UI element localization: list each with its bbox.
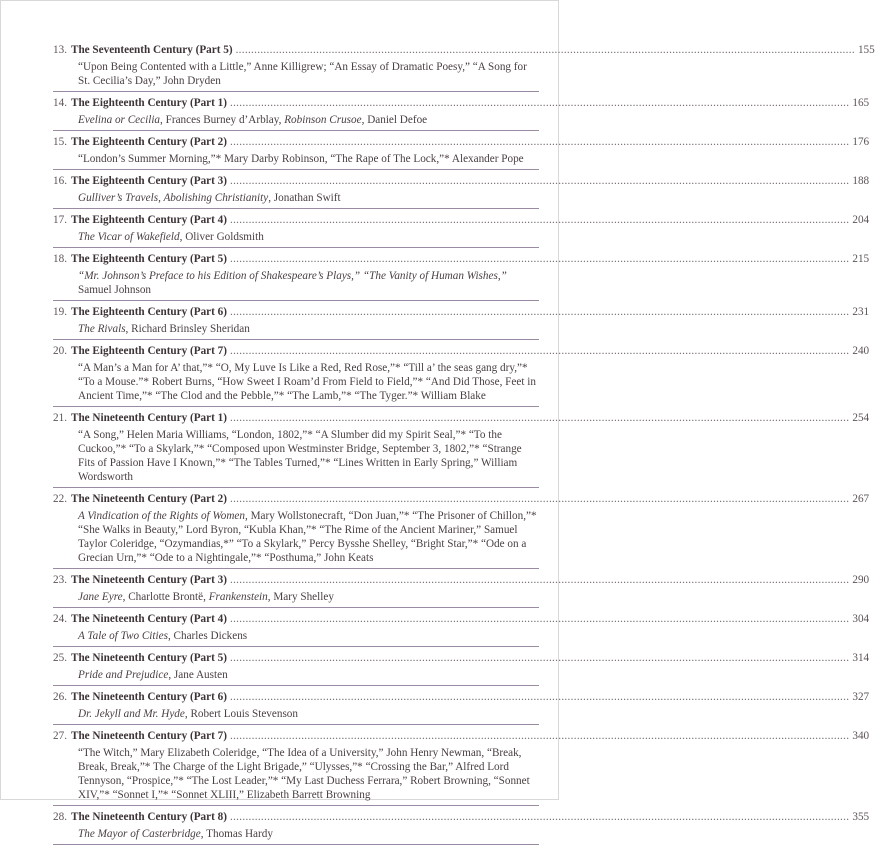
- reading-text: , Richard Brinsley Sheridan: [125, 323, 250, 335]
- toc-entry-heading: [53, 729, 870, 743]
- page-number: 188: [852, 175, 870, 187]
- chapter-readings: [53, 60, 539, 88]
- reading-text: Samuel Johnson: [78, 284, 152, 296]
- toc-entry-heading: [53, 411, 870, 425]
- chapter-number: 27.: [53, 730, 67, 742]
- toc-entry: [53, 39, 875, 92]
- toc-entry-heading: [53, 135, 870, 149]
- page-number: 327: [852, 691, 870, 703]
- toc-entry-heading: [53, 651, 870, 665]
- dot-leader: ........................................................................................................................................................................................................: [229, 574, 850, 586]
- chapter-number: 20.: [53, 345, 67, 357]
- chapter-title: The Nineteenth Century (Part 1): [70, 412, 227, 424]
- toc-entry: [53, 647, 870, 686]
- toc-entry: [53, 488, 870, 569]
- chapter-readings: [53, 590, 539, 604]
- work-title-italic: Dr. Jekyll and Mr. Hyde: [78, 708, 185, 720]
- reading-text: , Charles Dickens: [167, 630, 248, 642]
- chapter-title: The Nineteenth Century (Part 2): [70, 493, 227, 505]
- reading-text: , Jane Austen: [168, 669, 228, 681]
- toc-entry-heading: [53, 612, 870, 626]
- toc-entry: [53, 407, 870, 488]
- toc-entry-heading: [53, 690, 870, 704]
- chapter-number: 13.: [53, 44, 67, 56]
- chapter-readings: [53, 509, 539, 565]
- page-number: 290: [852, 574, 870, 586]
- page-number: 231: [852, 306, 870, 318]
- chapter-readings: [53, 152, 539, 166]
- toc-entry-heading: [53, 573, 870, 587]
- chapter-readings: [53, 322, 539, 336]
- page-number: 215: [852, 253, 870, 265]
- toc-entry-heading: [53, 810, 870, 824]
- dot-leader: ........................................................................................................................................................................................................: [229, 691, 850, 703]
- chapter-title: The Eighteenth Century (Part 7): [70, 345, 227, 357]
- page-number: 240: [852, 345, 870, 357]
- toc-entry-heading: [53, 252, 870, 266]
- work-title-italic: “Mr. Johnson’s Preface to his Edition of Shakespeare’s Plays,” “The Vanity of Human Wishes,”: [78, 270, 507, 282]
- toc-entry: [53, 725, 870, 806]
- reading-text: “The Witch,” Mary Elizabeth Coleridge, “The Idea of a University,” John Henry Newman, “Break, Break, Break,”* The Charge of the Light Brigade,” “Ulysses,”* “Crossing the Bar,” Alfred Lord Tennyson, “Prospice,”* “The Lost Leader,”* “My Last Duchess Ferrara,” Robert Browning, “Sonnet XIV,”* “Sonnet I,”* “Sonnet XLIII,” Elizabeth Barrett Browning: [78, 747, 530, 801]
- chapter-number: 18.: [53, 253, 67, 265]
- chapter-title: The Nineteenth Century (Part 7): [70, 730, 227, 742]
- chapter-number: 23.: [53, 574, 67, 586]
- chapter-readings: [53, 668, 539, 682]
- toc-entry: [53, 209, 870, 248]
- dot-leader: ........................................................................................................................................................................................................: [229, 97, 850, 109]
- page-number: 304: [852, 613, 870, 625]
- chapter-number: 15.: [53, 136, 67, 148]
- toc-entry: [53, 301, 870, 340]
- chapter-title: The Nineteenth Century (Part 6): [70, 691, 227, 703]
- toc-entry-heading: [53, 43, 875, 57]
- dot-leader: ........................................................................................................................................................................................................: [229, 214, 850, 226]
- dot-leader: ........................................................................................................................................................................................................: [229, 613, 850, 625]
- reading-text: “London’s Summer Morning,”* Mary Darby Robinson, “The Rape of The Lock,”* Alexander Pope: [78, 153, 524, 165]
- chapter-readings: [53, 707, 539, 721]
- chapter-number: 14.: [53, 97, 67, 109]
- reading-text: , Frances Burney d’Arblay,: [160, 114, 285, 126]
- chapter-title: The Eighteenth Century (Part 2): [70, 136, 227, 148]
- chapter-number: 25.: [53, 652, 67, 664]
- page-number: 355: [852, 811, 870, 823]
- toc-entry: [53, 340, 870, 407]
- toc-entry: [53, 569, 870, 608]
- chapter-title: The Eighteenth Century (Part 6): [70, 306, 227, 318]
- work-title-italic: A Tale of Two Cities: [78, 630, 168, 642]
- work-title-italic: Evelina or Cecilia: [78, 114, 161, 126]
- chapter-number: 16.: [53, 175, 67, 187]
- page-number: 204: [852, 214, 870, 226]
- page-number: 267: [852, 493, 870, 505]
- chapter-title: The Nineteenth Century (Part 4): [70, 613, 227, 625]
- work-title-italic: The Vicar of Wakefield: [78, 231, 180, 243]
- chapter-readings: [53, 361, 539, 403]
- dot-leader: ........................................................................................................................................................................................................: [229, 253, 850, 265]
- chapter-number: 17.: [53, 214, 67, 226]
- chapter-readings: [53, 827, 539, 841]
- reading-text: “Upon Being Contented with a Little,” Anne Killigrew; “An Essay of Dramatic Poesy,” “A Song for St. Cecilia’s Day,” John Dryden: [78, 61, 527, 87]
- work-title-italic: The Mayor of Casterbridge: [78, 828, 201, 840]
- reading-text: “A Man’s a Man for A’ that,”* “O, My Luve Is Like a Red, Red Rose,”* “Till a’ the seas gang dry,”* “To a Mouse.”* Robert Burns, “How Sweet I Roam’d From Field to Field,”* “And Did Those, Feet in Ancient Time,”* “The Clod and the Pebble,”* “The Lamb,”* “The Tyger.”* William Blake: [78, 362, 536, 402]
- reading-text: , Oliver Goldsmith: [179, 231, 264, 243]
- work-title-italic: Frankenstein: [208, 591, 268, 603]
- page-number: 165: [852, 97, 870, 109]
- work-title-italic: Jane Eyre: [78, 591, 123, 603]
- toc-entry-heading: [53, 344, 870, 358]
- toc-entry-heading: [53, 96, 870, 110]
- toc-entry-heading: [53, 305, 870, 319]
- toc-entry-heading: [53, 174, 870, 188]
- chapter-number: 22.: [53, 493, 67, 505]
- chapter-title: The Seventeenth Century (Part 5): [70, 44, 233, 56]
- work-title-italic: Robinson Crusoe: [284, 114, 362, 126]
- chapter-readings: [53, 428, 539, 484]
- reading-text: , Charlotte Brontë,: [122, 591, 209, 603]
- reading-text: “A Song,” Helen Maria Williams, “London, 1802,”* “A Slumber did my Spirit Seal,”* “To the Cuckoo,”* “To a Skylark,”* “Composed upon Westminster Bridge, September 3, 1802,”* “Strange Fits of Passion Have I Known,”* “The Tables Turned,”* “Lines Written in Early Spring,” William Wordsworth: [78, 429, 522, 483]
- dot-leader: ........................................................................................................................................................................................................: [229, 493, 850, 505]
- reading-text: , Robert Louis Stevenson: [184, 708, 298, 720]
- reading-text: , Jonathan Swift: [268, 192, 341, 204]
- work-title-italic: A Vindication of the Rights of Women,: [78, 510, 248, 522]
- table-of-contents: [53, 39, 875, 845]
- chapter-readings: [53, 113, 539, 127]
- page-number: 314: [852, 652, 870, 664]
- reading-text: , Daniel Defoe: [361, 114, 428, 126]
- chapter-title: The Eighteenth Century (Part 1): [70, 97, 227, 109]
- page-number: 254: [852, 412, 870, 424]
- dot-leader: ........................................................................................................................................................................................................: [229, 730, 850, 742]
- dot-leader: ........................................................................................................................................................................................................: [229, 175, 850, 187]
- reading-text: , Thomas Hardy: [200, 828, 273, 840]
- chapter-title: The Eighteenth Century (Part 4): [70, 214, 227, 226]
- toc-entry: [53, 131, 870, 170]
- chapter-number: 24.: [53, 613, 67, 625]
- chapter-title: The Eighteenth Century (Part 3): [70, 175, 227, 187]
- toc-entry-heading: [53, 213, 870, 227]
- toc-entry: [53, 806, 870, 845]
- chapter-number: 19.: [53, 306, 67, 318]
- chapter-title: The Nineteenth Century (Part 5): [70, 652, 227, 664]
- chapter-readings: [53, 746, 539, 802]
- dot-leader: ........................................................................................................................................................................................................: [229, 136, 850, 148]
- dot-leader: ........................................................................................................................................................................................................: [229, 811, 850, 823]
- dot-leader: ........................................................................................................................................................................................................: [229, 345, 850, 357]
- chapter-readings: [53, 629, 539, 643]
- toc-entry-heading: [53, 492, 870, 506]
- toc-entry: [53, 92, 870, 131]
- toc-entry: [53, 608, 870, 647]
- dot-leader: ........................................................................................................................................................................................................: [229, 652, 850, 664]
- chapter-number: 26.: [53, 691, 67, 703]
- dot-leader: ........................................................................................................................................................................................................: [235, 44, 855, 56]
- toc-entry: [53, 686, 870, 725]
- chapter-readings: [53, 191, 539, 205]
- page-number: 176: [852, 136, 870, 148]
- chapter-title: The Nineteenth Century (Part 3): [70, 574, 227, 586]
- dot-leader: ........................................................................................................................................................................................................: [229, 412, 850, 424]
- page-number: 340: [852, 730, 870, 742]
- work-title-italic: Gulliver’s Travels, Abolishing Christianity: [78, 192, 269, 204]
- reading-text: , Mary Shelley: [267, 591, 334, 603]
- work-title-italic: The Rivals: [78, 323, 126, 335]
- chapter-title: The Eighteenth Century (Part 5): [70, 253, 227, 265]
- chapter-title: The Nineteenth Century (Part 8): [70, 811, 227, 823]
- dot-leader: ........................................................................................................................................................................................................: [229, 306, 850, 318]
- toc-entry: [53, 248, 870, 301]
- chapter-number: 28.: [53, 811, 67, 823]
- reading-text: Mary Wollstonecraft, “Don Juan,”* “The Prisoner of Chillon,”* “She Walks in Beauty,” Lord Byron, “Kubla Khan,”* “The Rime of the Ancient Mariner,” Samuel Taylor Coleridge, “Ozymandias,*” “To a Skylark,” Percy Bysshe Shelley, “Bright Star,”* “Ode on a Grecian Urn,”* “Ode to a Nightingale,”* “Posthuma,” John Keats: [78, 510, 537, 564]
- chapter-number: 21.: [53, 412, 67, 424]
- chapter-readings: [53, 230, 539, 244]
- page-number: 155: [857, 44, 875, 56]
- chapter-readings: [53, 269, 539, 297]
- toc-entry: [53, 170, 870, 209]
- work-title-italic: Pride and Prejudice: [78, 669, 169, 681]
